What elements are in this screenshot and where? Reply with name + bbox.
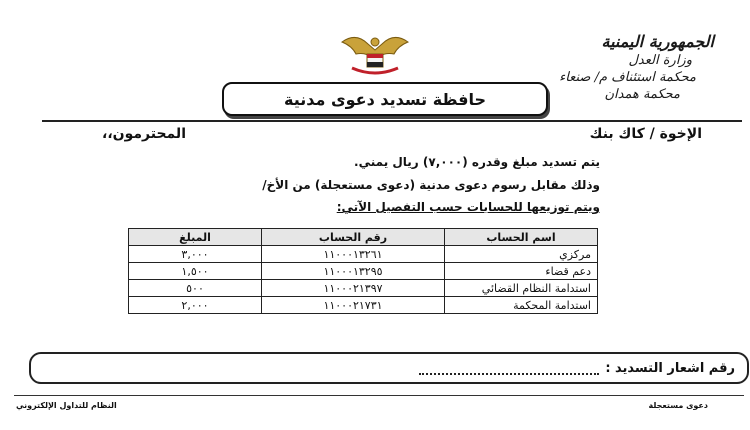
table-header-row xyxy=(129,229,598,246)
table-row xyxy=(129,297,598,314)
account-number-cell: ١١٠٠٠١٣٢٩٥ xyxy=(262,263,445,280)
distribution-table xyxy=(128,228,598,314)
footer-system-name: النظام للتداول الإلكتروني xyxy=(16,401,117,410)
amount-cell: ٢,٠٠٠ xyxy=(129,297,262,314)
gov-line-republic: الجمهورية اليمنية xyxy=(601,32,714,51)
footer-case-type: دعوى مستعجلة xyxy=(648,401,708,410)
yemen-eagle-emblem-icon xyxy=(338,28,412,78)
addressee: الإخوة / كاك بنك xyxy=(589,126,702,142)
table-row xyxy=(129,246,598,263)
header-divider xyxy=(42,120,742,122)
document-title: حافظة تسديد دعوى مدنية xyxy=(283,89,487,109)
account-number-cell: ١١٠٠٠٢١٧٣١ xyxy=(262,297,445,314)
gov-line-appeal-court: محكمة استئناف م/ صنعاء xyxy=(559,70,696,85)
gov-line-ministry: وزارة العدل xyxy=(628,53,692,68)
fee-description-line: وذلك مقابل رسوم دعوى مدنية (دعوى مستعجلة) من الأخ/ xyxy=(262,178,600,192)
payment-notice-box xyxy=(29,352,749,384)
amount-cell: ١,٥٠٠ xyxy=(129,263,262,280)
payment-amount-line: يتم تسديد مبلغ وقدره (٧,٠٠٠) ريال يمني. xyxy=(354,155,600,169)
payment-notice-field[interactable] xyxy=(419,361,599,375)
header-account-number: رقم الحساب xyxy=(262,229,445,246)
footer-divider xyxy=(14,395,744,396)
account-number-cell: ١١٠٠٠٢١٣٩٧ xyxy=(262,280,445,297)
government-header xyxy=(524,34,714,101)
account-name-cell: دعم قضاء xyxy=(445,263,598,280)
account-name-cell: استدامة المحكمة xyxy=(445,297,598,314)
salutation: المحترمون،، xyxy=(102,126,186,142)
account-name-cell: استدامة النظام القضائي xyxy=(445,280,598,297)
amount-cell: ٥٠٠ xyxy=(129,280,262,297)
payment-notice-label: رقم اشعار التسديد : xyxy=(605,360,735,376)
account-name-cell: مركزي xyxy=(445,246,598,263)
distribution-intro-line: ويتم توزيعها للحسابات حسب التفصيل الآتي: xyxy=(336,200,600,214)
amount-cell: ٣,٠٠٠ xyxy=(129,246,262,263)
header-amount: المبلغ xyxy=(129,229,262,246)
gov-line-court: محكمة همدان xyxy=(604,87,680,102)
table-row xyxy=(129,263,598,280)
table-row xyxy=(129,280,598,297)
document-title-box xyxy=(222,82,548,116)
header-account-name: اسم الحساب xyxy=(445,229,598,246)
account-number-cell: ١١٠٠٠١٣٢٦١ xyxy=(262,246,445,263)
